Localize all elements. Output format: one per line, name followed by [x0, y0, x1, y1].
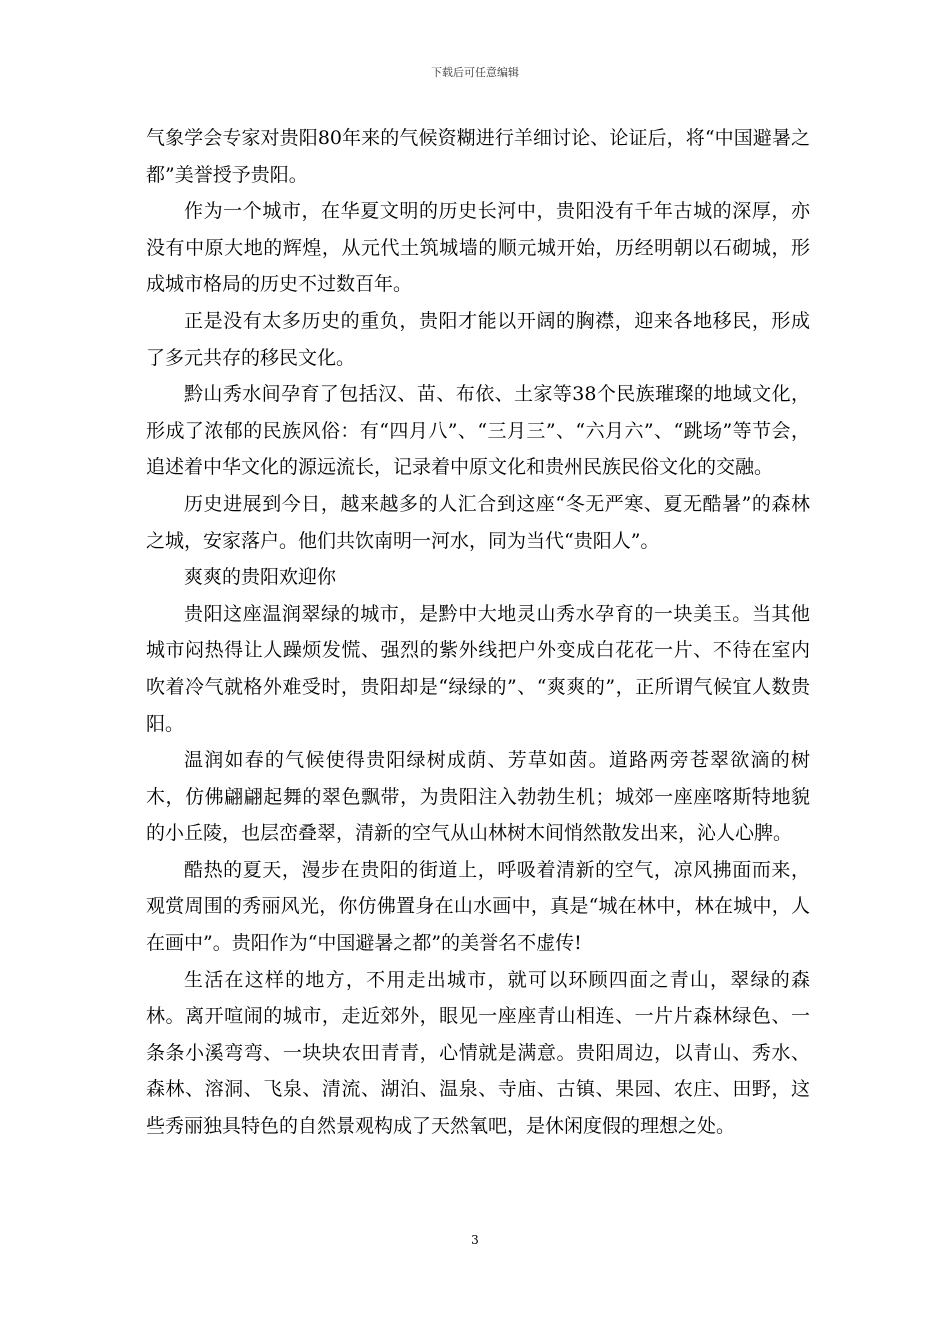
paragraph-10: 生活在这样的地方，不用走出城市，就可以环顾四面之青山，翠绿的森林。离开喧闹的城市，走近郊外，眼见一座座青山相连、一片片森林绿色、一条条小溪弯弯、一块块农田青青，心情就是满意。贵阳周边，以青山、秀水、森林、溶洞、飞泉、清流、湖泊、温泉、寺庙、古镇、果园、农庄、田野，这些秀丽独具特色的自然景观构成了天然氧吧，是休闲度假的理想之处。	[146, 968, 810, 1138]
page-header: 下载后可任意编辑	[431, 66, 519, 79]
page-number: 3	[471, 1233, 479, 1247]
paragraph-4: 黔山秀水间孕育了包括汉、苗、布依、土家等38个民族璀璨的地域文化，形成了浓郁的民族风俗：有“四月八”、“三月三”、“六月六”、“跳场”等节会，追述着中华文化的源远流长，记录着中原文化和贵州民族民俗文化的交融。	[146, 383, 810, 479]
section-heading: 爽爽的贵阳欢迎你	[184, 566, 337, 589]
paragraph-7: 贵阳这座温润翠绿的城市，是黔中大地灵山秀水孕育的一块美玉。当其他城市闷热得让人躁烦发慌、强烈的紫外线把户外变成白花花一片、不待在室内吹着冷气就格外难受时，贵阳却是“绿绿的”、“爽爽的”，正所谓气候宜人数贵阳。	[146, 602, 810, 735]
paragraph-2: 作为一个城市，在华夏文明的历史长河中，贵阳没有千年古城的深厚，亦没有中原大地的辉煌，从元代土筑城墙的顺元城开始，历经明朝以石砌城，形成城市格局的历史不过数百年。	[146, 200, 810, 296]
paragraph-5: 历史进展到今日，越来越多的人汇合到这座“冬无严寒、夏无酷暑”的森林之城，安家落户。他们共饮南明一河水，同为当代“贵阳人”。	[146, 492, 810, 552]
paragraph-1: 气象学会专家对贵阳80年来的气候资糊进行羊细讨论、论证后，将“中国避暑之都”美誉授予贵阳。	[146, 127, 810, 186]
paragraph-8: 温润如春的气候使得贵阳绿树成荫、芳草如茵。道路两旁苍翠欲滴的树木，仿佛翩翩起舞的翠色飘带，为贵阳注入勃勃生机；城郊一座座喀斯特地貌的小丘陵，也层峦叠翠，清新的空气从山林树木间悄然散发出来，沁人心脾。	[146, 749, 810, 845]
paragraph-9: 酷热的夏天，漫步在贵阳的街道上，呼吸着清新的空气，凉风拂面而来，观赏周围的秀丽风光，你仿佛置身在山水画中，真是“城在林中，林在城中，人在画中”。贵阳作为“中国避暑之都”的美誉名不虚传!	[146, 858, 810, 955]
paragraph-3: 正是没有太多历史的重负，贵阳才能以开阔的胸襟，迎来各地移民，形成了多元共存的移民文化。	[146, 309, 810, 369]
document-body	[146, 120, 810, 1145]
